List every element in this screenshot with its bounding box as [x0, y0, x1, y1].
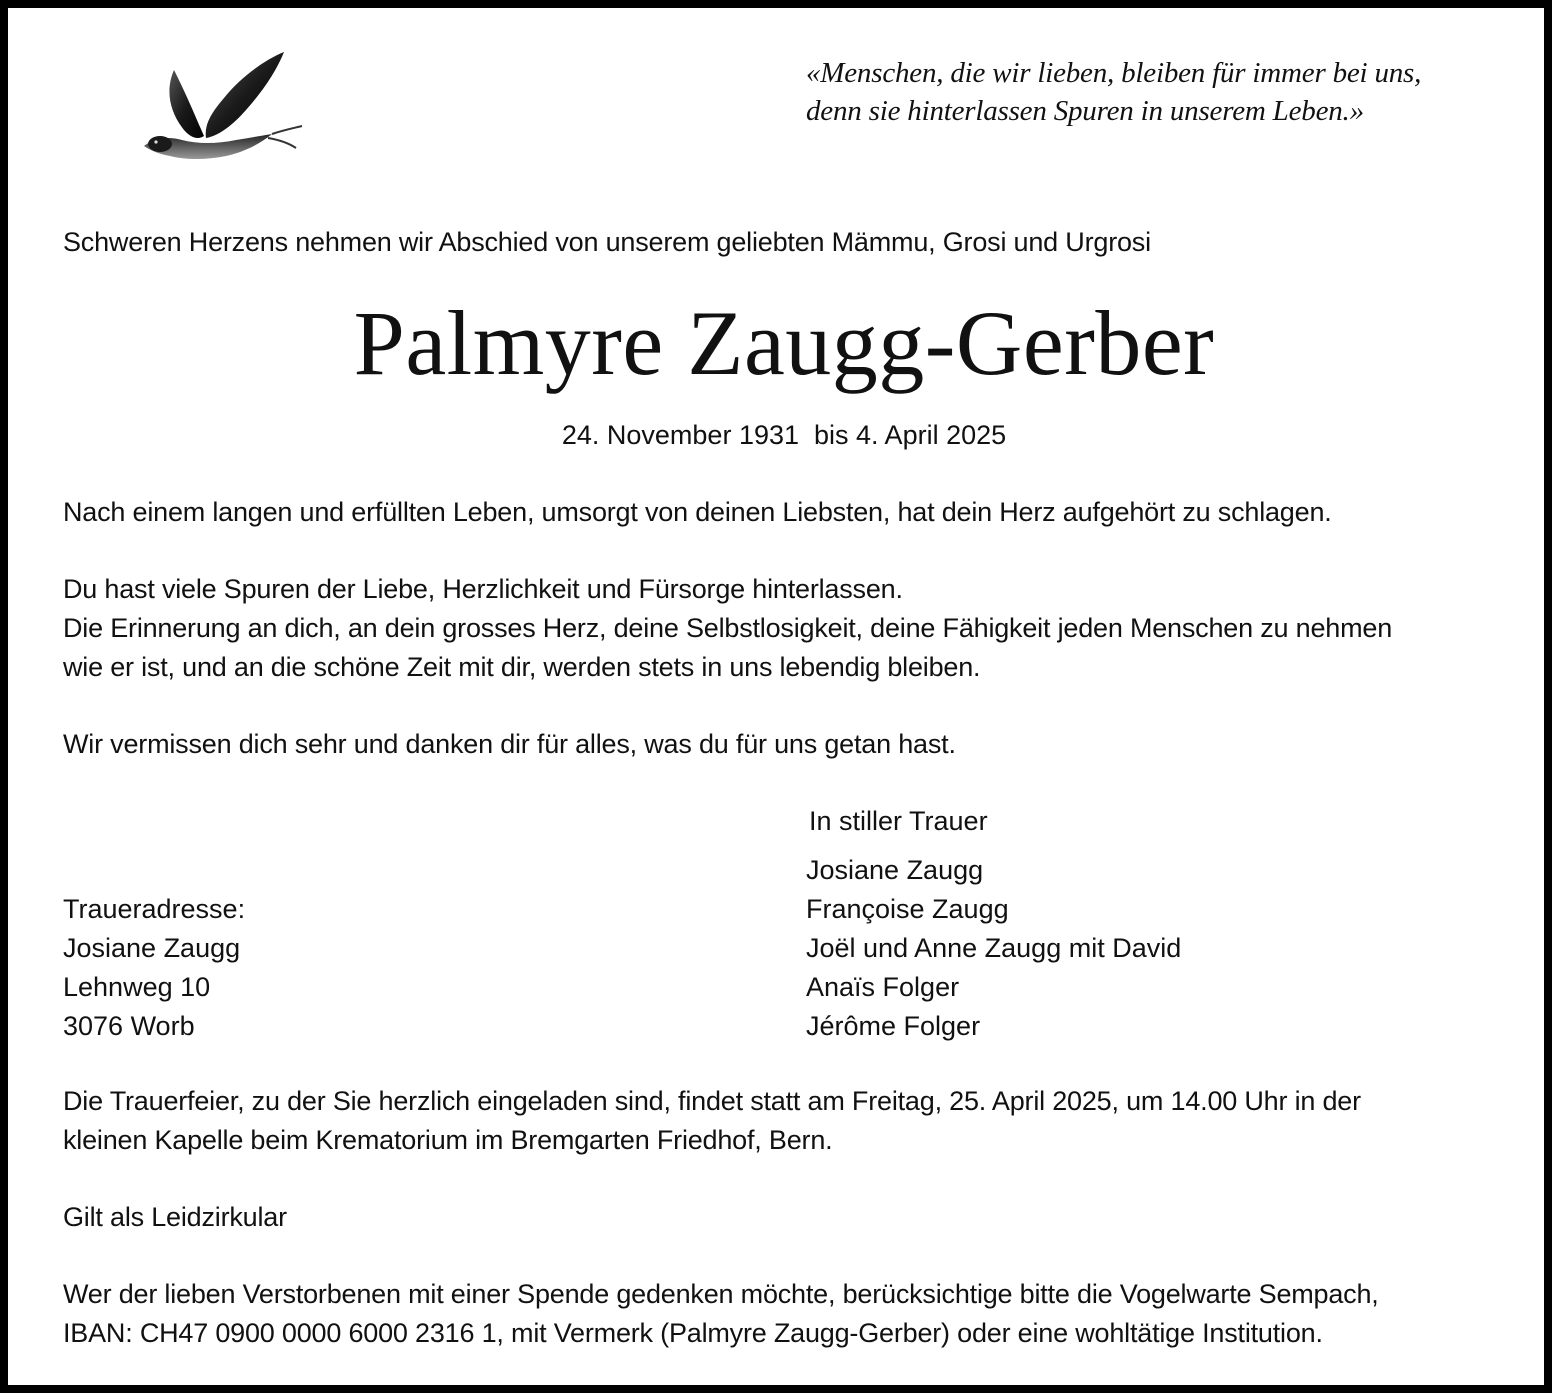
- paragraph-line: Du hast viele Spuren der Liebe, Herzlichkeit und Fürsorge hinterlassen.: [63, 574, 903, 604]
- paragraph: Nach einem langen und erfüllten Leben, umsorgt von deinen Liebsten, hat dein Herz aufgehört zu schlagen.: [63, 497, 1332, 527]
- family-member: Joël und Anne Zaugg mit David: [806, 933, 1182, 963]
- family-member: Françoise Zaugg: [806, 894, 1009, 924]
- memorial-quote: [806, 54, 1421, 130]
- address-street: Lehnweg 10: [63, 972, 211, 1002]
- donation-line: IBAN: CH47 0900 0000 6000 2316 1, mit Vermerk (Palmyre Zaugg-Gerber) oder eine wohltätige Institution.: [63, 1318, 1323, 1348]
- circular-note: Gilt als Leidzirkular: [63, 1202, 287, 1232]
- address-name: Josiane Zaugg: [63, 933, 241, 963]
- family-member: Jérôme Folger: [806, 1011, 981, 1041]
- family-list: [806, 851, 1181, 1046]
- quote-line: denn sie hinterlassen Spuren in unserem Leben.»: [806, 95, 1364, 127]
- donation-line: Wer der lieben Verstorbenen mit einer Spende gedenken möchte, berücksichtige bitte die Vogelwarte Sempach,: [63, 1279, 1379, 1309]
- paragraph-line: wie er ist, und an die schöne Zeit mit dir, werden stets in uns lebendig bleiben.: [63, 652, 981, 682]
- family-member: Anaïs Folger: [806, 972, 960, 1002]
- life-dates: 24. November 1931 bis 4. April 2025: [561, 420, 1007, 450]
- paragraph: [63, 570, 1392, 687]
- donation-info: [63, 1275, 1379, 1353]
- service-line: Die Trauerfeier, zu der Sie herzlich eingeladen sind, findet statt am Freitag, 25. April 2025, um 14.00 Uhr in der: [63, 1086, 1361, 1116]
- service-line: kleinen Kapelle beim Krematorium im Bremgarten Friedhof, Bern.: [63, 1125, 833, 1155]
- address-label: Traueradresse:: [63, 894, 246, 924]
- mourning-label: In stiller Trauer: [809, 806, 988, 836]
- address-city: 3076 Worb: [63, 1011, 195, 1041]
- family-member: Josiane Zaugg: [806, 855, 984, 885]
- intro-text: Schweren Herzens nehmen wir Abschied von unserem geliebten Mämmu, Grosi und Urgrosi: [63, 227, 1151, 257]
- deceased-name: Palmyre Zaugg-Gerber: [353, 292, 1215, 394]
- mourning-address: [63, 890, 245, 1046]
- swallow-bird-icon: [136, 48, 306, 173]
- paragraph-line: Die Erinnerung an dich, an dein grosses Herz, deine Selbstlosigkeit, deine Fähigkeit jeden Menschen zu nehmen: [63, 613, 1393, 643]
- quote-line: «Menschen, die wir lieben, bleiben für immer bei uns,: [806, 57, 1422, 89]
- paragraph: Wir vermissen dich sehr und danken dir für alles, was du für uns getan hast.: [63, 729, 956, 759]
- service-info: [63, 1082, 1361, 1160]
